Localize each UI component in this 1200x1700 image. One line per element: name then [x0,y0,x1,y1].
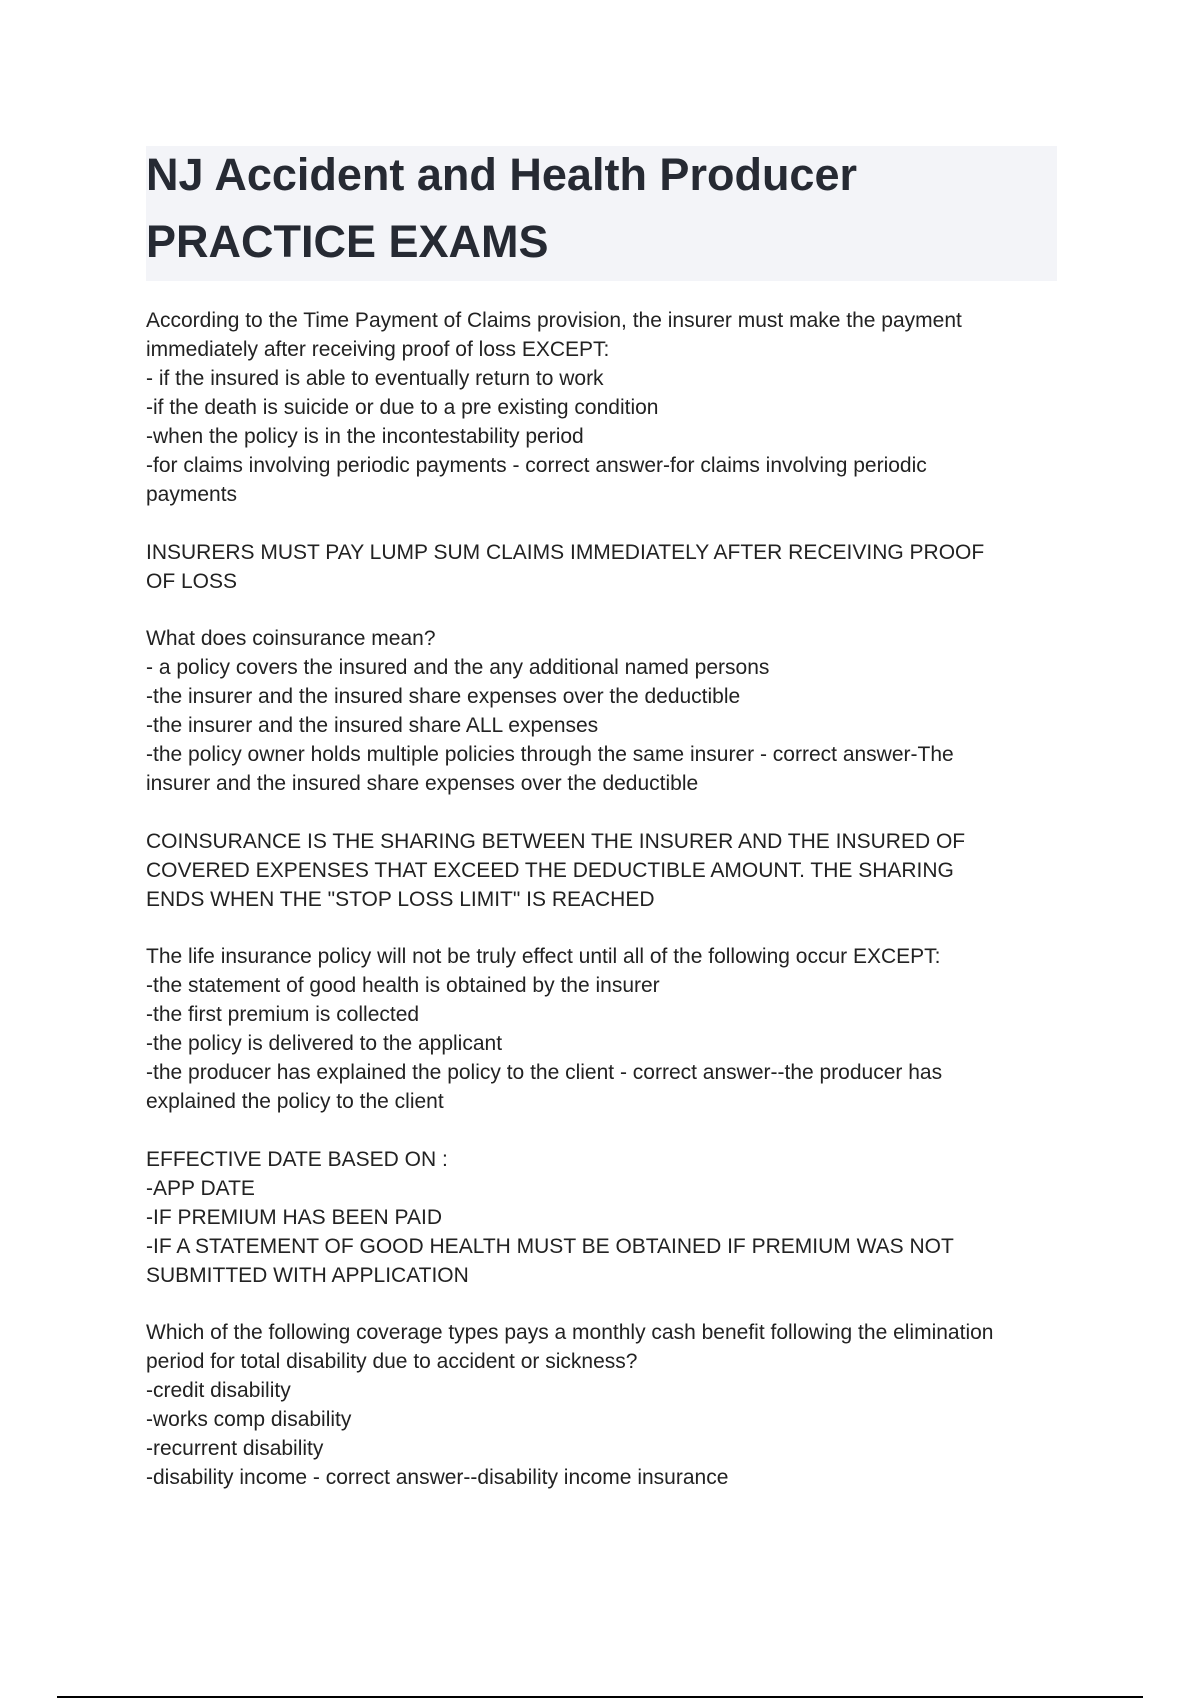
text-line: -IF PREMIUM HAS BEEN PAID [146,1205,442,1229]
text-line: COINSURANCE IS THE SHARING BETWEEN THE INSURER AND THE INSURED OF [146,829,966,853]
qa-block [146,1145,1066,1290]
text-line: SUBMITTED WITH APPLICATION [146,1263,469,1287]
text-line: period for total disability due to accident or sickness? [146,1350,638,1373]
document-title [146,146,1057,281]
text-line: -if the death is suicide or due to a pre existing condition [146,396,659,419]
text-line: OF LOSS [146,569,238,593]
text-line: The life insurance policy will not be truly effect until all of the following occur EXCEPT: [146,945,941,968]
text-line: -IF A STATEMENT OF GOOD HEALTH MUST BE OBTAINED IF PREMIUM WAS NOT [146,1234,954,1258]
qa-block [146,942,1066,1116]
text-line: -recurrent disability [146,1437,324,1460]
text-line: -the insurer and the insured share ALL expenses [146,714,599,737]
qa-block [146,538,1066,596]
title-line: NJ Accident and Health Producer [146,149,857,200]
text-line: -for claims involving periodic payments - correct answer-for claims involving periodic [146,454,927,477]
text-line: insurer and the insured share expenses over the deductible [146,772,699,795]
text-line: immediately after receiving proof of loss EXCEPT: [146,338,610,361]
text-line: -the statement of good health is obtained by the insurer [146,974,660,997]
text-line: What does coinsurance mean? [146,627,436,650]
text-line: -APP DATE [146,1176,255,1200]
text-line: ENDS WHEN THE "STOP LOSS LIMIT" IS REACHED [146,887,655,911]
text-line: - a policy covers the insured and the any additional named persons [146,656,770,679]
text-line: - if the insured is able to eventually return to work [146,367,604,390]
document-body [146,306,1066,1521]
text-line: COVERED EXPENSES THAT EXCEED THE DEDUCTIBLE AMOUNT. THE SHARING [146,858,954,882]
text-line: EFFECTIVE DATE BASED ON : [146,1147,448,1171]
text-line: explained the policy to the client [146,1090,444,1113]
text-line: -disability income - correct answer--disability income insurance [146,1466,729,1489]
footer-divider [57,1696,1143,1698]
text-line: -the insurer and the insured share expenses over the deductible [146,685,741,708]
title-line: PRACTICE EXAMS [146,216,549,267]
text-line: INSURERS MUST PAY LUMP SUM CLAIMS IMMEDIATELY AFTER RECEIVING PROOF [146,540,985,564]
qa-block [146,306,1066,509]
text-line: According to the Time Payment of Claims provision, the insurer must make the payment [146,309,962,332]
text-line: payments [146,483,238,506]
text-line: -the policy owner holds multiple policies through the same insurer - correct answer-The [146,743,954,766]
qa-block [146,827,1066,914]
text-line: Which of the following coverage types pays a monthly cash benefit following the elimination [146,1321,994,1344]
text-line: -the policy is delivered to the applicant [146,1032,503,1055]
text-line: -the producer has explained the policy to the client - correct answer--the producer has [146,1061,943,1084]
qa-block [146,1318,1066,1492]
text-line: -the first premium is collected [146,1003,420,1026]
text-line: -when the policy is in the incontestability period [146,425,584,448]
text-line: -works comp disability [146,1408,352,1431]
text-line: -credit disability [146,1379,291,1402]
qa-block [146,624,1066,798]
